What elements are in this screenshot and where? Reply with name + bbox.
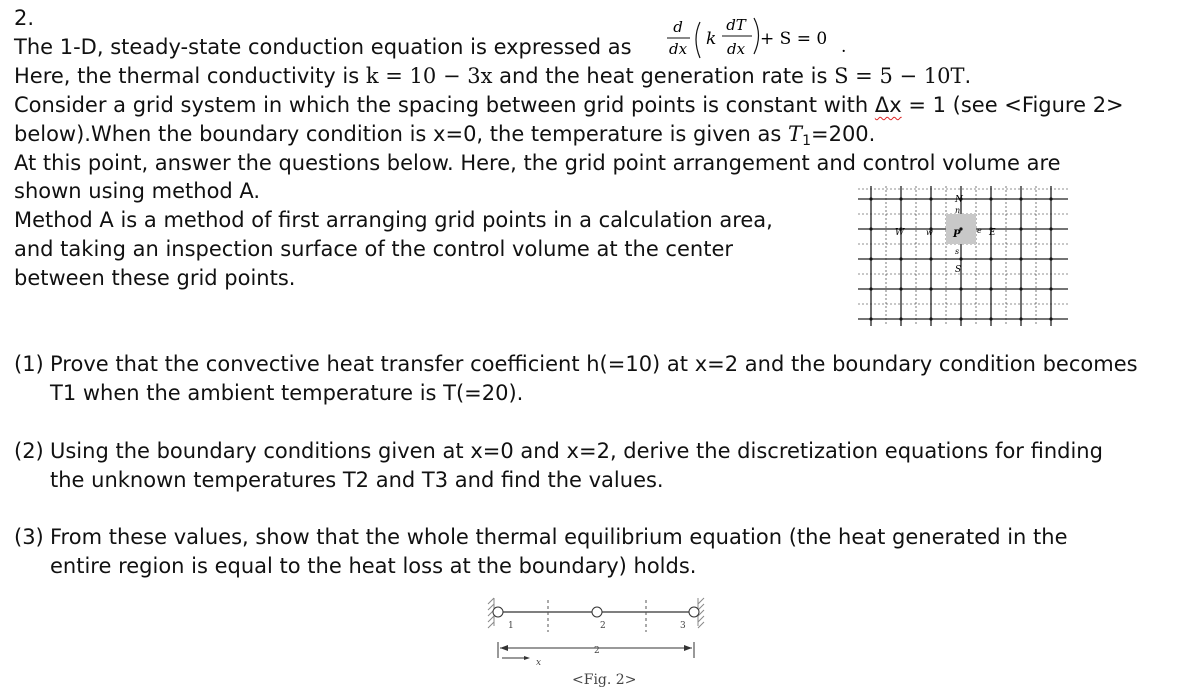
node-1	[493, 607, 503, 617]
label-s: s	[955, 247, 960, 256]
grid-node	[989, 317, 992, 320]
node-3	[689, 607, 699, 617]
label-w: w	[926, 228, 933, 237]
dimension-label: 2	[594, 646, 600, 656]
intro-text: The 1-D, steady-state conduction equation is expressed as	[14, 35, 632, 59]
grid-node	[899, 197, 902, 200]
grid-node	[959, 317, 962, 320]
label-E: E	[989, 228, 996, 238]
label-P: P	[953, 229, 961, 240]
method-line: At this point, answer the questions below. Here, the grid point arrangement and control volume are	[14, 151, 1061, 175]
grid-node	[869, 227, 872, 230]
node-label: 3	[680, 621, 686, 631]
one-d-grid-figure	[486, 594, 710, 670]
grid-node	[869, 317, 872, 320]
grid-node	[869, 197, 872, 200]
grid-node	[1049, 317, 1052, 320]
control-volume-grid-figure	[856, 184, 1070, 330]
k-expression: k = 10 − 3x	[365, 64, 493, 88]
grid-node	[1019, 287, 1022, 290]
figure-caption: <Fig. 2>	[572, 672, 637, 688]
question-text: T1 when the ambient temperature is T(=20).	[50, 381, 524, 405]
question-text: entire region is equal to the heat loss at the boundary) holds.	[50, 554, 697, 578]
bc-pre: below).When the boundary condition is x=0, the temperature is given as	[14, 122, 782, 146]
conductivity-end: .	[964, 64, 972, 88]
method-line: Method A is a method of first arranging grid points in a calculation area,	[14, 208, 773, 232]
grid-node	[869, 257, 872, 260]
bc-post: =200.	[810, 122, 876, 146]
grid-node	[1049, 287, 1052, 290]
grid-node	[989, 287, 992, 290]
method-line: between these grid points.	[14, 266, 296, 290]
question-number: (3)	[14, 525, 44, 549]
eq-d-numerator: d	[673, 18, 683, 36]
label-W: W	[895, 228, 905, 238]
grid-spacing-line	[14, 91, 1124, 119]
node-label: 1	[508, 621, 514, 631]
bc-T-sub: 1	[802, 133, 811, 149]
question-number: (2)	[14, 439, 44, 463]
label-n: n	[955, 206, 961, 215]
s-expression: S = 5 − 10T	[834, 64, 965, 88]
eq-tail: + S = 0	[760, 29, 828, 49]
label-N: N	[955, 195, 963, 205]
grid-node	[929, 317, 932, 320]
question-text: the unknown temperatures T2 and T3 and find the values.	[50, 468, 664, 492]
delta-x: Δx	[874, 93, 902, 117]
grid-node	[929, 287, 932, 290]
grid-node	[959, 287, 962, 290]
conductivity-pre: Here, the thermal conductivity is	[14, 64, 360, 88]
bc-T: T	[788, 122, 803, 146]
conductivity-mid: and the heat generation rate is	[499, 64, 828, 88]
grid-node	[959, 257, 962, 260]
method-line: and taking an inspection surface of the control volume at the center	[14, 237, 733, 261]
problem-number: 2.	[14, 6, 35, 30]
label-e: e	[977, 226, 982, 235]
method-line: shown using method A.	[14, 179, 261, 203]
eq-k: k	[706, 29, 717, 49]
grid-node	[869, 287, 872, 290]
question-number: (1)	[14, 352, 44, 376]
grid-node	[929, 197, 932, 200]
grid-node	[1019, 227, 1022, 230]
grid-node	[1049, 197, 1052, 200]
node-label: 2	[600, 621, 606, 631]
grid-node	[1049, 227, 1052, 230]
eq-end-period: .	[841, 37, 847, 57]
grid-node	[1019, 197, 1022, 200]
grid-node	[989, 197, 992, 200]
grid-lines	[858, 186, 1068, 326]
grid-node	[989, 257, 992, 260]
eq-dT: dT	[726, 16, 746, 34]
grid-node	[929, 257, 932, 260]
eq-dx: dx	[726, 40, 746, 58]
eq-d-denominator: dx	[668, 40, 688, 58]
question-text: Using the boundary conditions given at x=0 and x=2, derive the discretization equations for finding	[50, 439, 1103, 463]
conduction-equation	[664, 12, 854, 62]
label-S: S	[955, 265, 962, 275]
axis-label: x	[536, 658, 542, 668]
grid-node	[899, 287, 902, 290]
grid-node	[1019, 317, 1022, 320]
conductivity-line	[14, 62, 971, 90]
question-text: Prove that the convective heat transfer coefficient h(=10) at x=2 and the boundary condition becomes	[50, 352, 1138, 376]
grid-post: = 1 (see <Figure 2>	[908, 93, 1124, 117]
grid-pre: Consider a grid system in which the spacing between grid points is constant with	[14, 93, 869, 117]
grid-node	[899, 257, 902, 260]
grid-node	[899, 317, 902, 320]
question-text: From these values, show that the whole thermal equilibrium equation (the heat generated in the	[50, 525, 1068, 549]
grid-node	[1049, 257, 1052, 260]
node-2	[592, 607, 602, 617]
grid-node	[1019, 257, 1022, 260]
intro-line	[14, 33, 632, 61]
